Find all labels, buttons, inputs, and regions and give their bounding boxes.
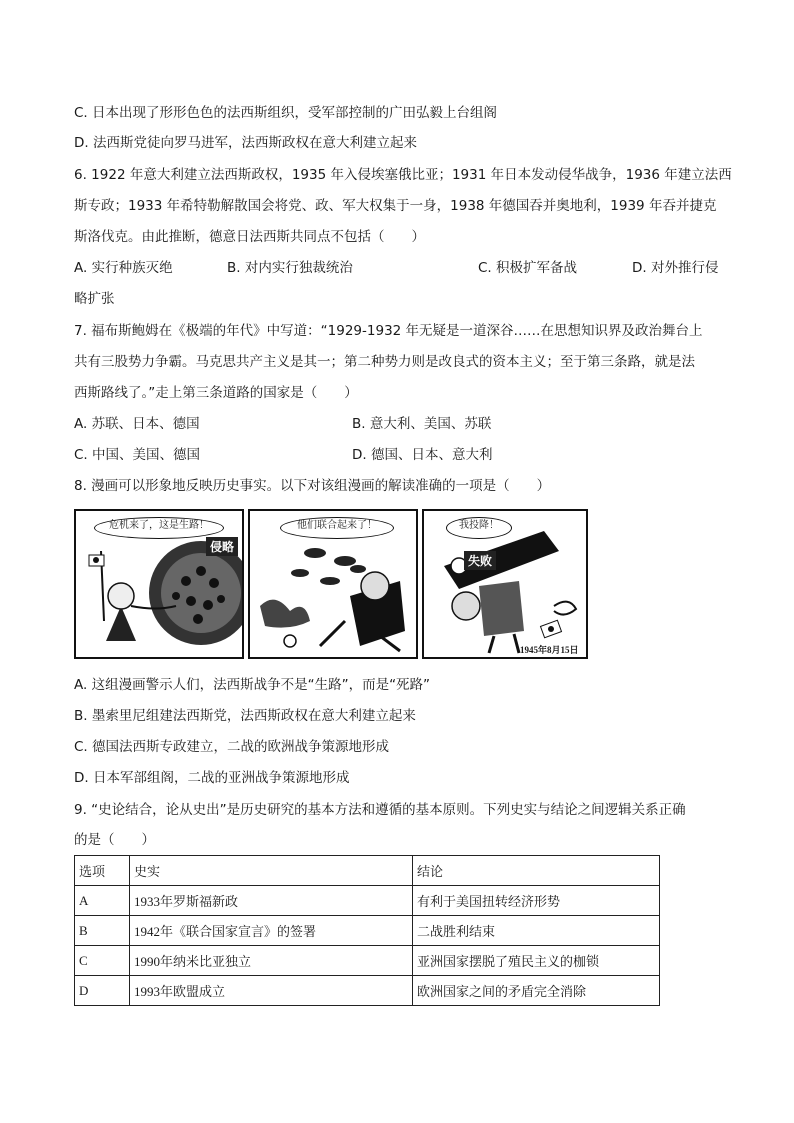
q8-option-a: A. 这组漫画警示人们，法西斯战争不是“生路”，而是“死路” <box>74 677 431 693</box>
cartoon-1-tag: 侵略 <box>206 537 238 556</box>
q6-option-a: A. 实行种族灭绝 <box>74 260 173 276</box>
q6-option-c: C. 积极扩军备战 <box>478 260 578 276</box>
q7-option-a: A. 苏联、日本、德国 <box>74 416 200 432</box>
table-cell-option: C <box>75 946 130 976</box>
q5-option-c: C. 日本出现了形形色色的法西斯组织，受军部控制的广田弘毅上台组阁 <box>74 105 498 121</box>
table-cell-conclusion: 有利于美国扭转经济形势 <box>413 886 660 916</box>
q6-option-d: D. 对外推行侵 <box>632 260 719 276</box>
cartoon-3-tag: 失败 <box>464 551 496 570</box>
table-row <box>75 946 660 976</box>
q6-stem-line1: 6. 1922 年意大利建立法西斯政权，1935 年入侵埃塞俄比亚；1931 年日本发动侵华战争，1936 年建立法西 <box>74 167 732 183</box>
table-cell-conclusion: 二战胜利结束 <box>413 916 660 946</box>
q7-option-c: C. 中国、美国、德国 <box>74 447 201 463</box>
q9-stem-line1: 9. “史论结合，论从史出”是历史研究的基本方法和遵循的基本原则。下列史实与结论之间逻辑关系正确 <box>74 802 686 818</box>
q6-option-b: B. 对内实行独裁统治 <box>227 260 353 276</box>
q8-stem: 8. 漫画可以形象地反映历史事实。以下对该组漫画的解读准确的一项是（ ） <box>74 478 551 494</box>
q7-option-b: B. 意大利、美国、苏联 <box>352 416 492 432</box>
cartoon-2-speech-bubble: 他们联合起来了！ <box>280 517 394 539</box>
q7-stem-line3: 西斯路线了。”走上第三条道路的国家是（ ） <box>74 385 358 401</box>
header-option: 选项 <box>75 856 130 886</box>
q7-stem-line2: 共有三股势力争霸。马克思共产主义是其一；第二种势力则是改良式的资本主义；至于第三条路，就是法 <box>74 354 695 370</box>
table-cell-option: B <box>75 916 130 946</box>
table-cell-conclusion: 亚洲国家摆脱了殖民主义的枷锁 <box>413 946 660 976</box>
q6-stem-line2: 斯专政；1933 年希特勒解散国会将党、政、军大权集于一身，1938 年德国吞并奥地利，1939 年吞并捷克 <box>74 198 717 214</box>
q8-option-b: B. 墨索里尼组建法西斯党，法西斯政权在意大利建立起来 <box>74 708 416 724</box>
q9-table <box>74 855 660 1006</box>
q7-option-d: D. 德国、日本、意大利 <box>352 447 493 463</box>
table-header-row <box>75 856 660 886</box>
q9-stem-line2: 的是（ ） <box>74 832 155 848</box>
table-cell-conclusion: 欧洲国家之间的矛盾完全消除 <box>413 976 660 1006</box>
table-cell-fact: 1942年《联合国家宣言》的签署 <box>130 916 413 946</box>
q8-option-c: C. 德国法西斯专政建立，二战的欧洲战争策源地形成 <box>74 739 390 755</box>
table-cell-option: D <box>75 976 130 1006</box>
header-fact: 史实 <box>130 856 413 886</box>
cartoon-3-speech-bubble: 我投降！ <box>446 517 512 539</box>
table-row <box>75 916 660 946</box>
table-cell-fact: 1993年欧盟成立 <box>130 976 413 1006</box>
table-cell-option: A <box>75 886 130 916</box>
q6-stem-line3: 斯洛伐克。由此推断，德意日法西斯共同点不包括（ ） <box>74 229 425 245</box>
q5-option-d: D. 法西斯党徒向罗马进军，法西斯政权在意大利建立起来 <box>74 135 417 151</box>
q6-option-d-cont: 略扩张 <box>74 291 115 307</box>
cartoon-3-date: 1945年8月15日 <box>520 645 579 655</box>
table-row <box>75 976 660 1006</box>
cartoon-1-speech-bubble: 危机来了，这是生路！ <box>94 517 224 539</box>
cartoon-1-invasion <box>74 509 244 659</box>
cartoon-2-allies-unite <box>248 509 418 659</box>
cartoon-3-surrender <box>422 509 588 659</box>
header-conclusion: 结论 <box>413 856 660 886</box>
table-row <box>75 886 660 916</box>
q8-option-d: D. 日本军部组阁，二战的亚洲战争策源地形成 <box>74 770 350 786</box>
table-cell-fact: 1990年纳米比亚独立 <box>130 946 413 976</box>
table-cell-fact: 1933年罗斯福新政 <box>130 886 413 916</box>
q7-stem-line1: 7. 福布斯鲍姆在《极端的年代》中写道：“1929-1932 年无疑是一道深谷……在思想知识界及政治舞台上 <box>74 323 703 339</box>
